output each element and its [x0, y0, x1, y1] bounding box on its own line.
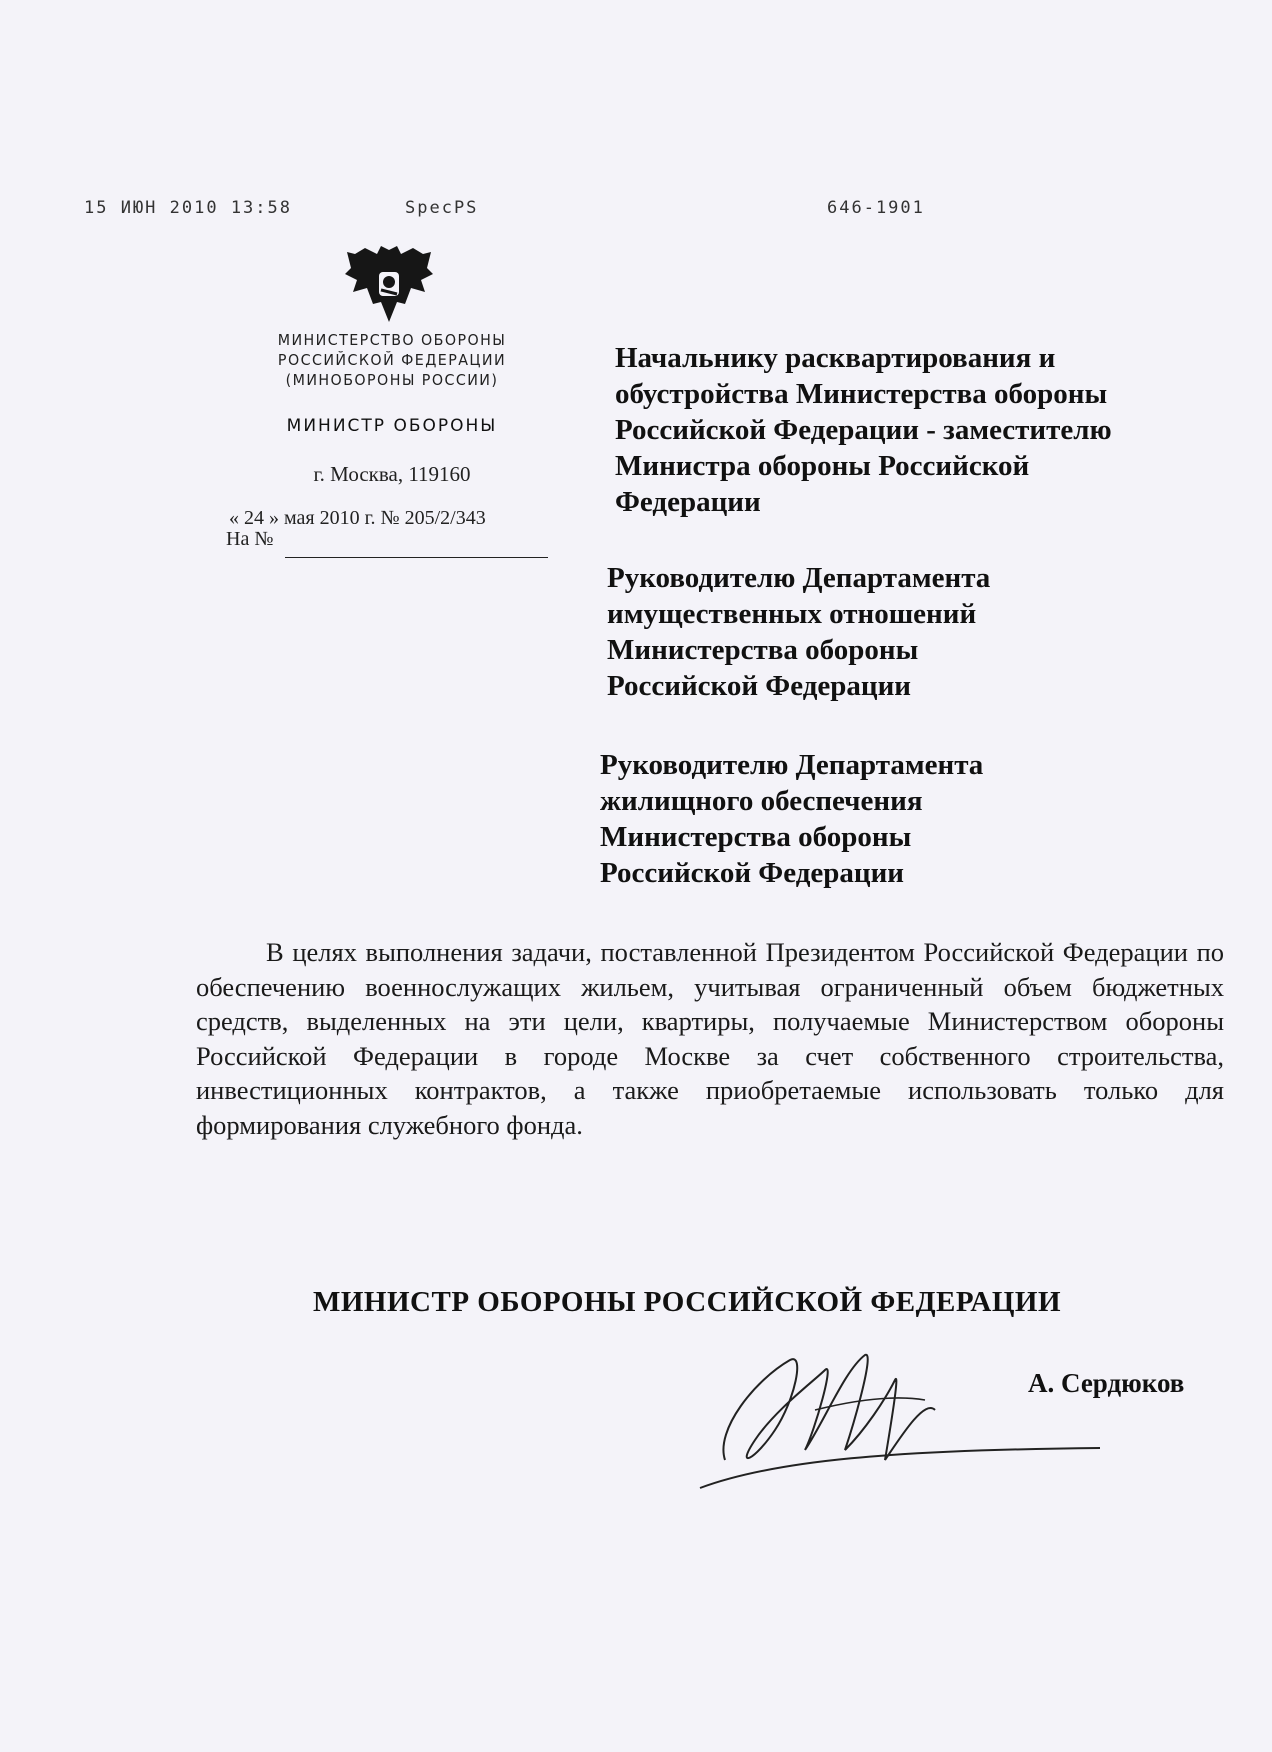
addressee-1 — [615, 340, 1112, 520]
ministry-line: РОССИЙСКОЙ ФЕДЕРАЦИИ — [277, 351, 507, 369]
signer-name: А. Сердюков — [1028, 1368, 1185, 1398]
city-address: г. Москва, 119160 — [313, 462, 471, 486]
addressee-line: обустройства Министерства обороны — [615, 378, 1108, 410]
addressee-line: Федерации — [615, 486, 761, 518]
reply-to-underline — [285, 557, 548, 558]
addressee-line: Руководителю Департамента — [607, 562, 991, 594]
addressee-line: Начальнику расквартирования и — [615, 342, 1056, 374]
addressee-line: Российской Федерации — [607, 670, 912, 702]
body-text: В целях выполнения задачи, поставленной Президентом Российской Федерации по обеспечению военнослужащих жильем, учитывая ограниченный объем бюджетных средств, выделенных на эти цели, квартиры, получаемые Министерством обороны Российской Федерации в городе Москве за счет собственного строительства, инвестиционных контрактов, а также приобретаемые использовать только для формирования служебного фонда. — [196, 937, 1224, 1140]
handwritten-signature-icon — [695, 1340, 1105, 1495]
ministry-line: МИНИСТЕРСТВО ОБОРОНЫ — [277, 331, 507, 349]
addressee-line: Министра обороны Российской — [615, 450, 1030, 482]
ministry-line: (МИНОБОРОНЫ РОССИИ) — [285, 371, 499, 389]
signature-title: МИНИСТР ОБОРОНЫ РОССИЙСКОЙ ФЕДЕРАЦИИ — [313, 1286, 1061, 1318]
addressee-line: Министерства обороны — [607, 634, 919, 666]
addressee-3 — [600, 747, 983, 891]
fax-datetime: 15 ИЮН 2010 13:58 — [84, 198, 292, 218]
body-paragraph — [196, 935, 1224, 1142]
addressee-line: Российской Федерации - заместителю — [615, 414, 1112, 446]
reply-to-label: На № — [226, 528, 274, 550]
addressee-line: имущественных отношений — [607, 598, 977, 630]
addressee-line: Российской Федерации — [600, 857, 905, 889]
fax-number: 646-1901 — [827, 198, 925, 218]
letter-date-number: « 24 » мая 2010 г. № 205/2/343 — [229, 507, 486, 529]
addressee-line: Министерства обороны — [600, 821, 912, 853]
addressee-line: Руководителю Департамента — [600, 749, 984, 781]
addressee-line: жилищного обеспечения — [600, 785, 923, 817]
addressee-2 — [607, 560, 990, 704]
minister-title: МИНИСТР ОБОРОНЫ — [286, 416, 498, 436]
coat-of-arms-emblem-icon — [341, 244, 437, 324]
fax-sender: SpecPS — [405, 198, 479, 218]
ministry-name — [240, 330, 544, 390]
